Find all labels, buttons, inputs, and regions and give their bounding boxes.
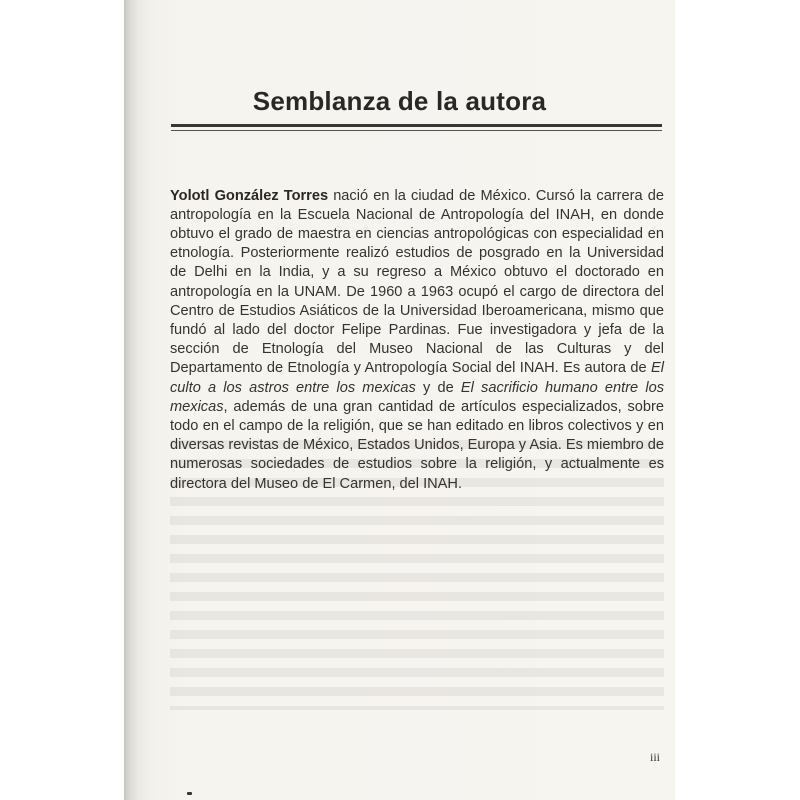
book-title-2: El sacrificio humano entre los mexicas [170, 379, 665, 415]
biography-text-3: , además de una gran cantidad de artículos especializados, sobre todo en el campo de la religión, que se han editado en libros colectivos y en diversas revistas de México, Estados Unidos, Europa y Asia. Es miembro de numerosas sociedades de estudios sobre la religión, y actualmente es directora del Museo de El Carmen, del INAH. [170, 398, 664, 492]
book-title-1: El culto a los astros entre los mexicas [170, 360, 664, 396]
biography-paragraph [170, 187, 664, 494]
page-number: iii [650, 750, 661, 764]
page-title: Semblanza de la autora [252, 86, 547, 116]
title-rule-thick [171, 124, 662, 127]
ink-speck [187, 792, 192, 795]
title-rule-thin [171, 130, 662, 131]
author-name: Yolotl González Torres [170, 187, 329, 204]
biography-text-2: y de [415, 379, 461, 396]
biography-text-1: nació en la ciudad de México. Cursó la carrera de antropología en la Escuela Nacional de Antropología del INAH, en donde obtuvo el grado de maestra en ciencias antropológicas con especialidad en etnología. Posteriormente realizó estudios de posgrado en la Universidad de Delhi en la India, y a su regreso a México obtuvo el doctorado en antropología en la UNAM. De 1960 a 1963 ocupó el cargo de directora del Centro de Estudios Asiáticos de la Universidad Iberoamericana, mismo que fundó al lado del doctor Felipe Pardinas. Fue investigadora y jefa de la sección de Etnología del Museo Nacional de las Culturas y del Departamento de Etnología y Antropología Social del INAH. Es autora de [170, 187, 664, 377]
book-page [124, 0, 675, 800]
